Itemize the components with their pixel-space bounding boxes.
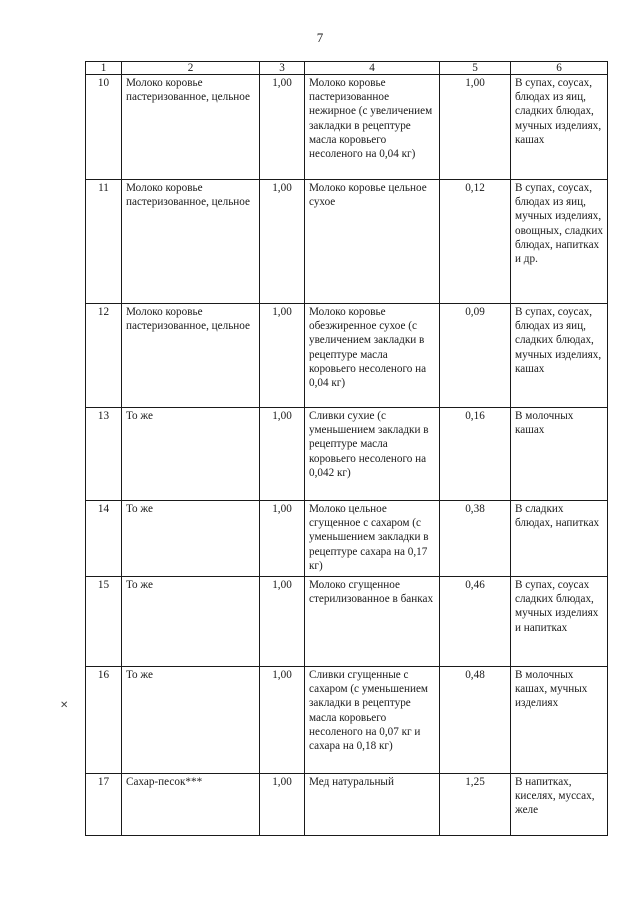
replacement-quantity-cell: 1,00 [440,75,511,180]
usage-cell: В напитках, киселях, муссах, желе [511,774,608,836]
replacement-quantity-cell: 0,16 [440,408,511,501]
usage-cell: В супах, соусах сладких блюдах, мучных изделиях и напитках [511,577,608,667]
product-cell: Молоко коровье пастеризованное, цельное [122,180,260,304]
replacement-cell: Мед натуральный [305,774,440,836]
quantity-cell: 1,00 [260,408,305,501]
quantity-cell: 1,00 [260,304,305,408]
row-number-cell: 16 [86,667,122,774]
column-header: 4 [305,62,440,75]
replacement-quantity-cell: 0,46 [440,577,511,667]
usage-cell: В супах, соусах, блюдах из яиц, сладких блюдах, мучных изделиях, кашах [511,75,608,180]
product-cell: То же [122,577,260,667]
row-number-cell: 12 [86,304,122,408]
replacement-quantity-cell: 0,12 [440,180,511,304]
table-row [86,180,608,304]
table-row [86,408,608,501]
table-header-row [86,62,608,75]
quantity-cell: 1,00 [260,501,305,577]
product-cell: Молоко коровье пастеризованное, цельное [122,304,260,408]
usage-cell: В сладких блюдах, напитках [511,501,608,577]
replacement-quantity-cell: 0,38 [440,501,511,577]
replacement-quantity-cell: 0,09 [440,304,511,408]
row-number-cell: 11 [86,180,122,304]
quantity-cell: 1,00 [260,667,305,774]
row-number-cell: 17 [86,774,122,836]
table-row [86,501,608,577]
product-cell: То же [122,408,260,501]
substitution-table [85,61,608,836]
table-row [86,75,608,180]
replacement-cell: Сливки сухие (с уменьшением закладки в рецептуре масла коровьего несоленого на 0,042 кг) [305,408,440,501]
row-number-cell: 10 [86,75,122,180]
product-cell: Молоко коровье пастеризованное, цельное [122,75,260,180]
row-number-cell: 15 [86,577,122,667]
product-cell: То же [122,501,260,577]
stray-mark: ✕ [60,700,69,711]
table-row [86,577,608,667]
table-row [86,774,608,836]
row-number-cell: 14 [86,501,122,577]
quantity-cell: 1,00 [260,577,305,667]
usage-cell: В супах, соусах, блюдах из яиц, мучных изделиях, овощных, сладких блюдах, напитках и др. [511,180,608,304]
quantity-cell: 1,00 [260,75,305,180]
replacement-quantity-cell: 1,25 [440,774,511,836]
table-row [86,667,608,774]
column-header: 5 [440,62,511,75]
column-header: 6 [511,62,608,75]
table-row [86,304,608,408]
product-cell: Сахар-песок*** [122,774,260,836]
quantity-cell: 1,00 [260,180,305,304]
usage-cell: В молочных кашах [511,408,608,501]
column-header: 2 [122,62,260,75]
replacement-quantity-cell: 0,48 [440,667,511,774]
quantity-cell: 1,00 [260,774,305,836]
column-header: 1 [86,62,122,75]
replacement-cell: Молоко сгущенное стерилизованное в банках [305,577,440,667]
usage-cell: В супах, соусах, блюдах из яиц, сладких блюдах, мучных изделиях, кашах [511,304,608,408]
replacement-cell: Молоко коровье цельное сухое [305,180,440,304]
replacement-cell: Молоко коровье обезжиренное сухое (с увеличением закладки в рецептуре масла коровьего несоленого на 0,04 кг) [305,304,440,408]
page-number: 7 [316,30,324,45]
row-number-cell: 13 [86,408,122,501]
replacement-cell: Сливки сгущенные с сахаром (с уменьшением закладки в рецептуре масла коровьего несоленого на 0,07 кг и сахара на 0,18 кг) [305,667,440,774]
column-header: 3 [260,62,305,75]
replacement-cell: Молоко коровье пастеризованное нежирное (с увеличением закладки в рецептуре масла коровьего несоленого на 0,04 кг) [305,75,440,180]
usage-cell: В молочных кашах, мучных изделиях [511,667,608,774]
replacement-cell: Молоко цельное сгущенное с сахаром (с уменьшением закладки в рецептуре сахара на 0,17 кг) [305,501,440,577]
product-cell: То же [122,667,260,774]
